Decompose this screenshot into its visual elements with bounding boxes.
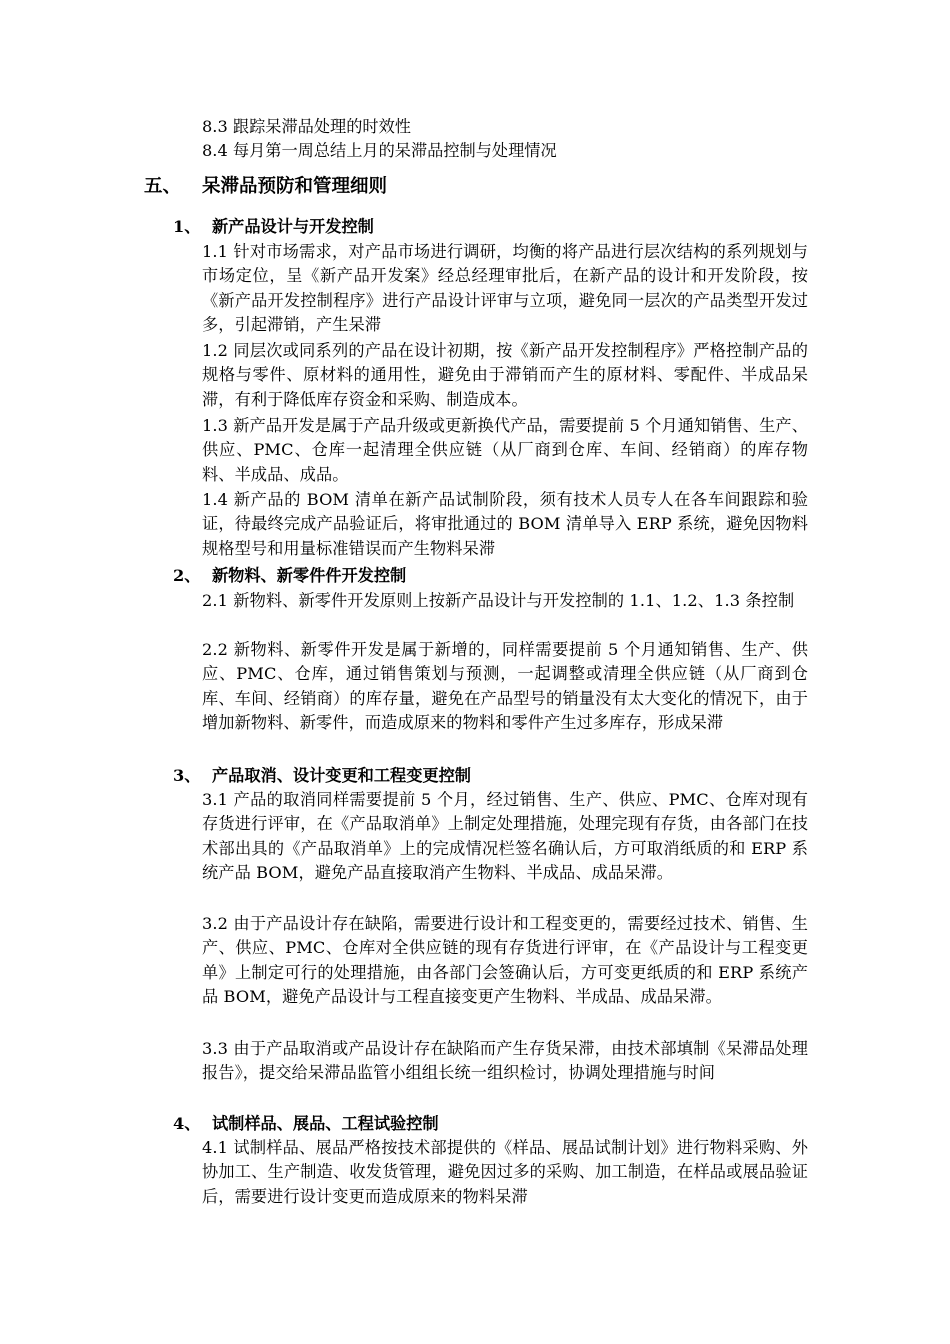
subsection-heading (173, 215, 374, 239)
subsection-number: 3、 (173, 766, 201, 785)
subsection-number: 1、 (173, 217, 201, 236)
paragraph: 3.2 由于产品设计存在缺陷，需要进行设计和工程变更的，需要经过技术、销售、生产、供应、PMC、仓库对全供应链的现有存货进行评审，在《产品设计与工程变更单》上制定可行的处理措施，由各部门会签确认后，方可变更纸质的和 ERP 系统产品 BOM，避免产品设计与工程直接变更产生物料、半成品、成品呆滞。 (202, 914, 808, 1006)
subsection-heading (173, 564, 406, 588)
paragraph: 4.1 试制样品、展品严格按技术部提供的《样品、展品试制计划》进行物料采购、外协加工、生产制造、收发货管理，避免因过多的采购、加工制造，在样品或展品验证后，需要进行设计变更而造成原来的物料呆滞 (202, 1138, 808, 1206)
paragraph: 2.1 新物料、新零件开发原则上按新产品设计与开发控制的 1.1、1.2、1.3 条控制 (202, 591, 795, 610)
paragraph: 1.3 新产品开发是属于产品升级或更新换代产品，需要提前 5 个月通知销售、生产、供应、PMC、仓库一起清理全供应链（从厂商到仓库、车间、经销商）的库存物料、半成品、成品。 (202, 416, 808, 484)
section-title: 呆滞品预防和管理细则 (202, 176, 388, 197)
intro-line: 8.4 每月第一周总结上月的呆滞品控制与处理情况 (202, 141, 557, 160)
subsection-number: 2、 (173, 566, 201, 585)
paragraph: 1.4 新产品的 BOM 清单在新产品试制阶段，须有技术人员专人在各车间跟踪和验证，待最终完成产品验证后，将审批通过的 BOM 清单导入 ERP 系统，避免因物料规格型号和用量标准错误而产生物料呆滞 (202, 490, 808, 558)
paragraph: 1.2 同层次或同系列的产品在设计初期，按《新产品开发控制程序》严格控制产品的规格与零件、原材料的通用性，避免由于滞销而产生的原材料、零配件、半成品呆滞，有利于降低库存资金和采购、制造成本。 (202, 341, 808, 409)
subsection-number: 4、 (173, 1114, 201, 1133)
subsection-heading (173, 764, 471, 788)
intro-line: 8.3 跟踪呆滞品处理的时效性 (202, 117, 411, 136)
subsection-title: 产品取消、设计变更和工程变更控制 (212, 766, 471, 785)
subsection-title: 试制样品、展品、工程试验控制 (212, 1114, 439, 1133)
subsection-title: 新物料、新零件件开发控制 (212, 566, 407, 585)
section-number: 五、 (144, 176, 182, 197)
section-heading (144, 174, 387, 200)
paragraph: 3.1 产品的取消同样需要提前 5 个月，经过销售、生产、供应、PMC、仓库对现有存货进行评审，在《产品取消单》上制定处理措施，处理完现有存货，由各部门在技术部出具的《产品取消单》上的完成情况栏签名确认后，方可取消纸质的和 ERP 系统产品 BOM，避免产品直接取消产生物料、半成品、成品呆滞。 (202, 790, 808, 882)
paragraph: 1.1 针对市场需求，对产品市场进行调研，均衡的将产品进行层次结构的系列规划与市场定位，呈《新产品开发案》经总经理审批后，在新产品的设计和开发阶段，按《新产品开发控制程序》进行产品设计评审与立项，避免同一层次的产品类型开发过多，引起滞销，产生呆滞 (202, 242, 808, 334)
paragraph: 3.3 由于产品取消或产品设计存在缺陷而产生存货呆滞，由技术部填制《呆滞品处理报告》，提交给呆滞品监管小组组长统一组织检讨，协调处理措施与时间 (202, 1039, 808, 1083)
paragraph: 2.2 新物料、新零件开发是属于新增的，同样需要提前 5 个月通知销售、生产、供应、PMC、仓库，通过销售策划与预测，一起调整或清理全供应链（从厂商到仓库、车间、经销商）的库存量，避免在产品型号的销量没有太大变化的情况下，由于增加新物料、新零件，而造成原来的物料和零件产生过多库存，形成呆滞 (202, 640, 808, 732)
subsection-title: 新产品设计与开发控制 (212, 217, 374, 236)
subsection-heading (173, 1112, 439, 1136)
